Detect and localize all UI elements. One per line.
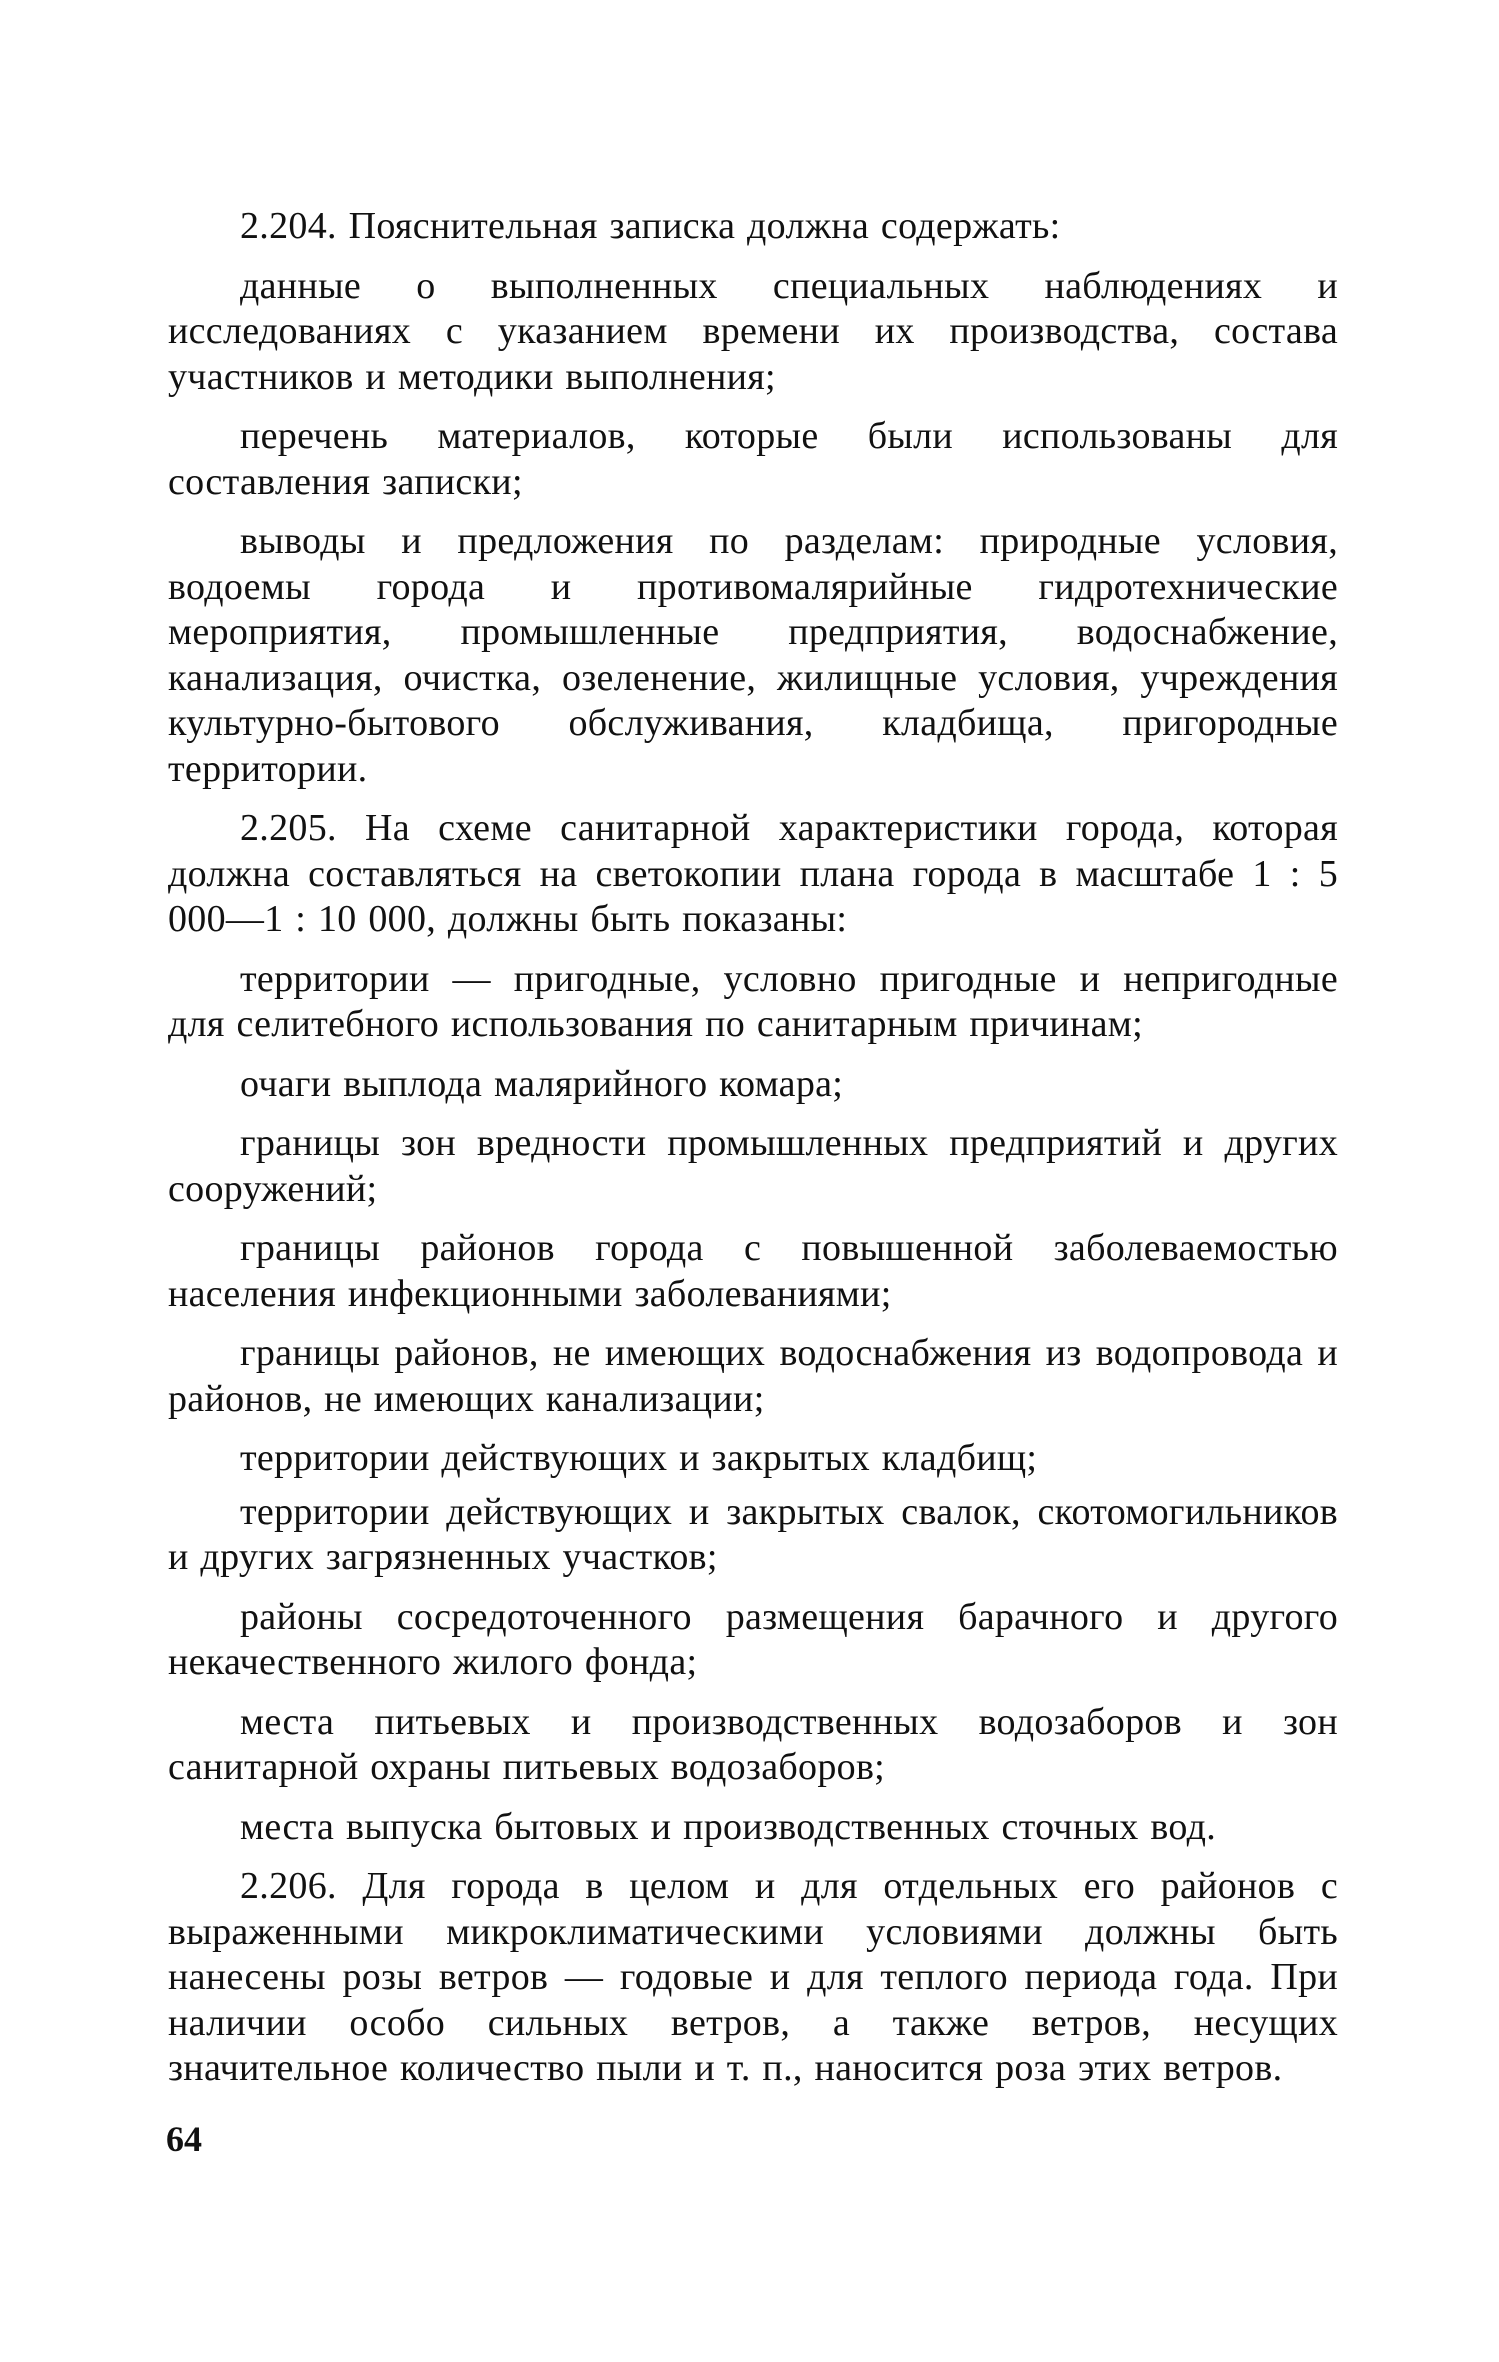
paragraph-2-204-heading: 2.204. Пояснительная записка должна содержать: bbox=[240, 205, 1061, 247]
paragraph-2-205: 2.205. На схеме санитарной характеристики города, которая должна составляться на светокопии плана города в масштабе 1 : 5 000—1 : 10 000, должны быть показаны: bbox=[168, 807, 1338, 940]
page-number: 64 bbox=[166, 2119, 202, 2159]
list-item-territories: территории — пригодные, условно пригодные и непригодные для селитебного использования по санитарным причинам; bbox=[168, 957, 1338, 1045]
list-item-barracks: районы сосредоточенного размещения барачного и другого некачественного жилого фонда; bbox=[168, 1595, 1338, 1683]
list-item-water-intakes: места питьевых и производственных водозаборов и зон санитарной охраны питьевых водозаборов; bbox=[168, 1700, 1338, 1788]
paragraph-materials-list: перечень материалов, которые были использованы для составления записки; bbox=[168, 415, 1338, 503]
list-item-cemeteries: территории действующих и закрытых кладбищ; bbox=[240, 1437, 1038, 1479]
list-item-no-water-supply: границы районов, не имеющих водоснабжения из водопровода и районов, не имеющих канализации; bbox=[168, 1332, 1338, 1420]
document-page bbox=[168, 204, 1338, 2106]
paragraph-conclusions: выводы и предложения по разделам: природные условия, водоемы города и противомалярийные гидротехнические мероприятия, промышленные предприятия, водоснабжение, канализация, очистка, озеленение, жилищные условия, учреждения культурно-бытового обслуживания, кладбища, пригородные территории. bbox=[168, 520, 1338, 790]
list-item-mosquito-breeding: очаги выплода малярийного комара; bbox=[240, 1062, 844, 1105]
paragraph-data-observations: данные о выполненных специальных наблюдениях и исследованиях с указанием времени их производства, состава участников и методики выполнения; bbox=[168, 264, 1338, 398]
list-item-harm-zones: границы зон вредности промышленных предприятий и других сооружений; bbox=[168, 1122, 1338, 1210]
paragraph-2-206: 2.206. Для города в целом и для отдельных его районов с выраженными микроклиматическими условиями должны быть нанесены розы ветров — годовые и для теплого периода года. При наличии особо сильных ветров, а также ветров, несущих значительное количество пыли и т. п., наносится роза этих ветров. bbox=[168, 1865, 1338, 2089]
list-item-wastewater: места выпуска бытовых и производственных сточных вод. bbox=[240, 1805, 1217, 1848]
list-item-dumps: территории действующих и закрытых свалок, скотомогильников и других загрязненных участков; bbox=[168, 1490, 1338, 1578]
list-item-morbidity-districts: границы районов города с повышенной заболеваемостью населения инфекционными заболеваниями; bbox=[168, 1227, 1338, 1315]
